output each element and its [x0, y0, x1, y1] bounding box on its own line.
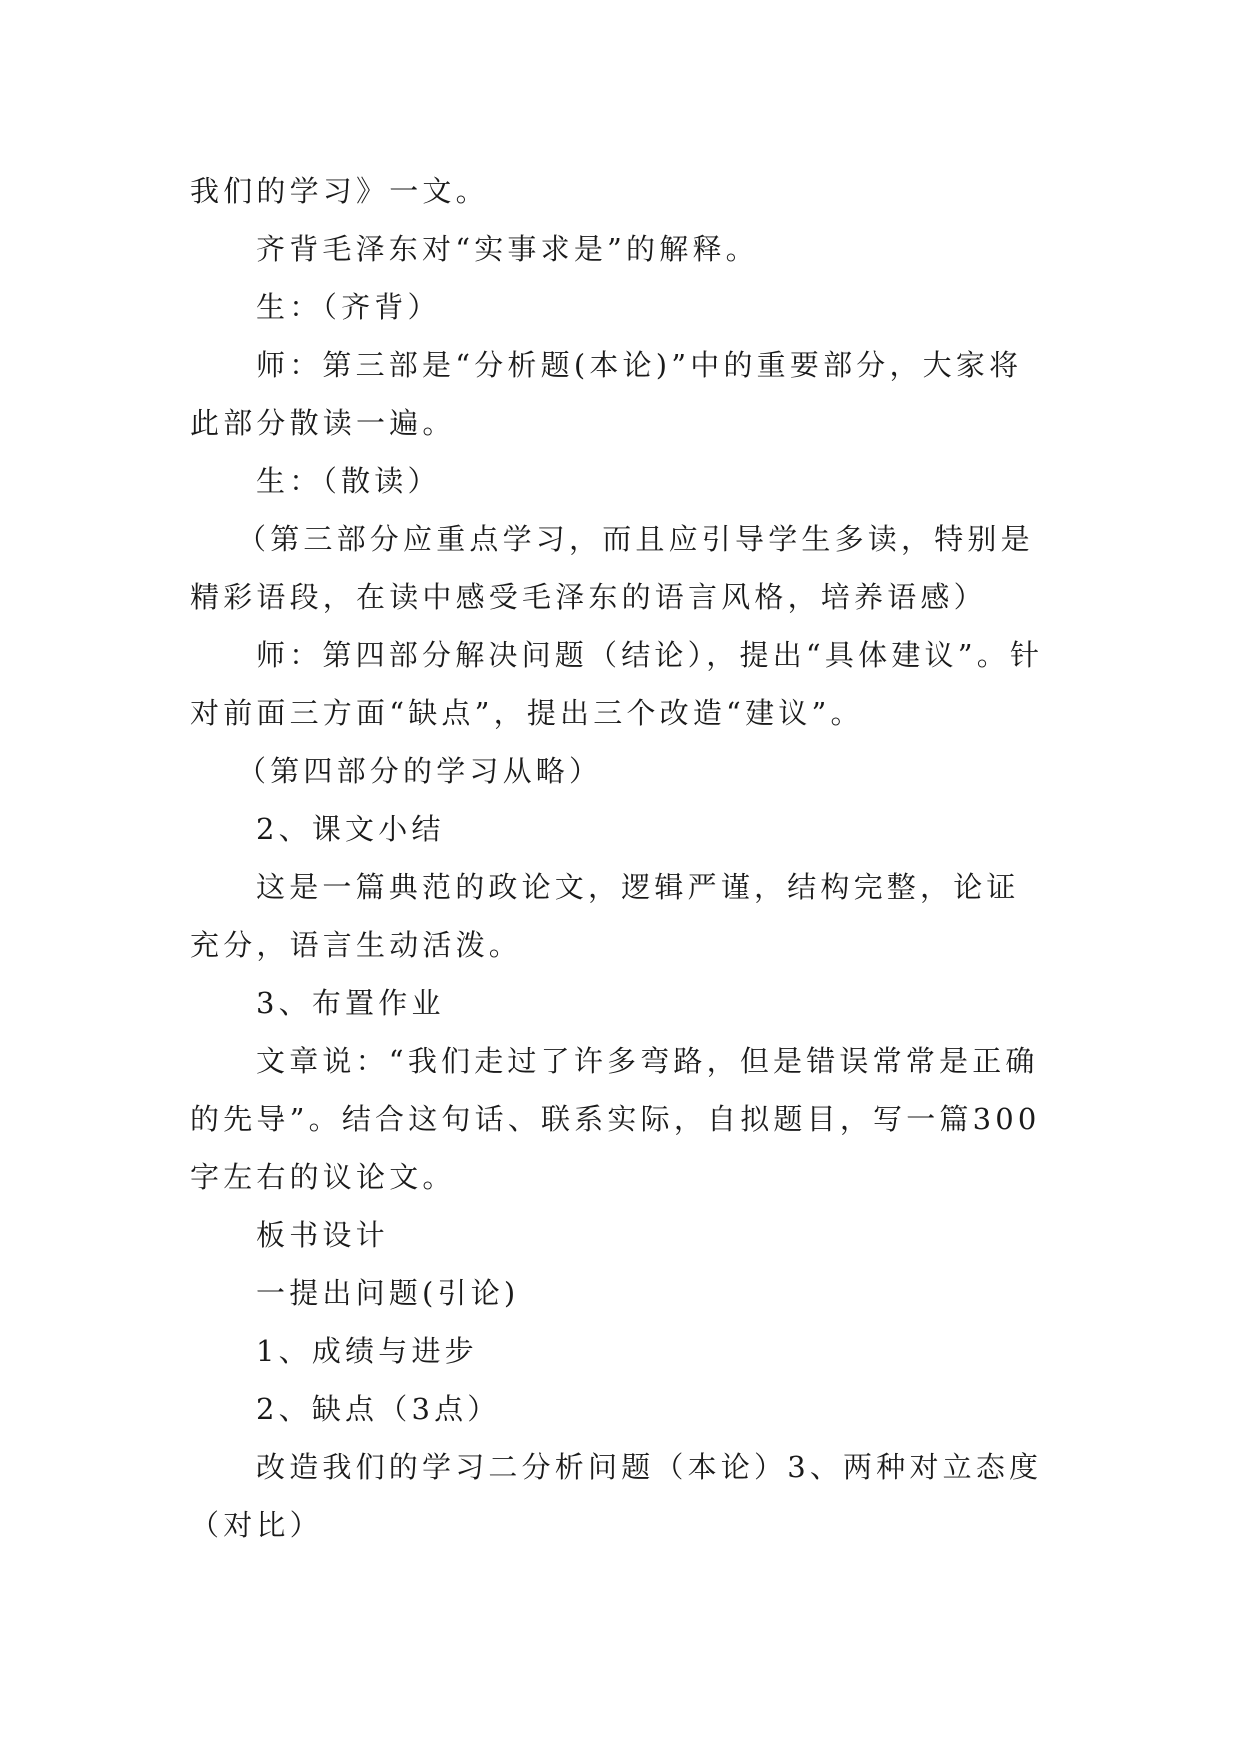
paragraph-4: 师：第三部是“分析题(本论)”中的重要部分，大家将此部分散读一遍。 [190, 348, 1023, 440]
board-item-3: 2、缺点（3点） [256, 1392, 501, 1426]
paragraph-12: 文章说：“我们走过了许多弯路，但是错误常常是正确的先导”。结合这句话、联系实际，自拟题目，写一篇300字左右的议论文。 [190, 1044, 1041, 1194]
paragraph-1: 我们的学习》一文。 [190, 174, 489, 208]
board-item-2: 1、成绩与进步 [256, 1334, 478, 1368]
paragraph-6: （第三部分应重点学习，而且应引导学生多读，特别是精彩语段，在读中感受毛泽东的语言风格，培养语感） [190, 522, 1034, 614]
section-heading-homework: 3、布置作业 [256, 986, 445, 1020]
paragraph-10: 这是一篇典范的政论文，逻辑严谨，结构完整，论证充分，语言生动活泼。 [190, 870, 1020, 962]
paragraph-8: （第四部分的学习从略） [237, 754, 603, 788]
paragraph-5: 生：（散读） [256, 464, 441, 498]
board-item-1: 一提出问题(引论) [256, 1276, 520, 1310]
document-page [190, 162, 1052, 1554]
section-heading-board-design: 板书设计 [256, 1218, 389, 1252]
paragraph-7: 师：第四部分解决问题（结论），提出“具体建议”。针对前面三方面“缺点”，提出三个改造“建议”。 [190, 638, 1044, 730]
paragraph-2: 齐背毛泽东对“实事求是”的解释。 [256, 232, 759, 266]
board-item-4: 改造我们的学习二分析问题（本论）3、两种对立态度（对比） [190, 1450, 1043, 1542]
section-heading-summary: 2、课文小结 [256, 812, 445, 846]
paragraph-3: 生：（齐背） [256, 290, 441, 324]
